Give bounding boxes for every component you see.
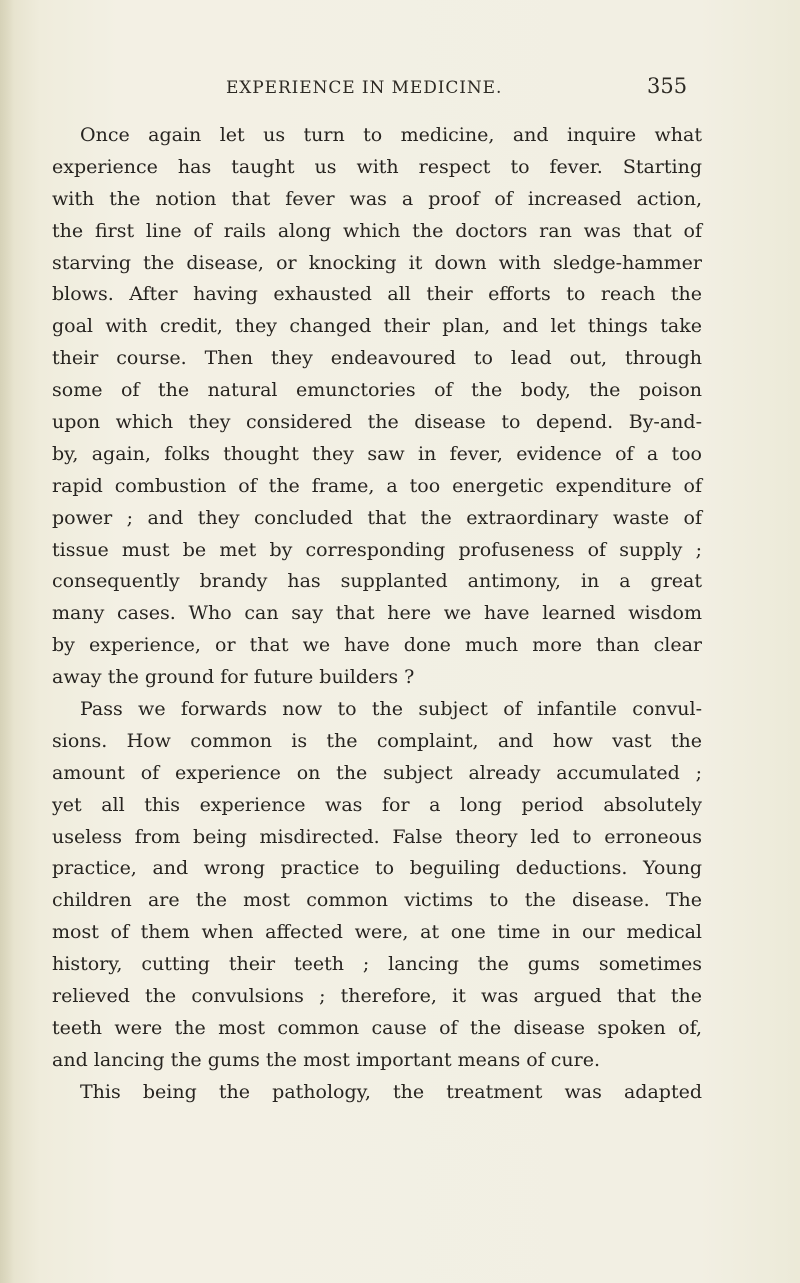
page-number: 355 xyxy=(647,74,688,98)
text-line: experience has taught us with respect to fever. Starting xyxy=(52,155,702,178)
text-line: Once again let us turn to medicine, and inquire what xyxy=(80,124,702,146)
body-text xyxy=(52,120,702,1109)
text-line: children are the most common victims to the disease. The xyxy=(52,889,702,912)
text-line: useless from being misdirected. False theory led to erroneous xyxy=(52,825,702,848)
text-line: power ; and they concluded that the extraordinary waste of xyxy=(52,506,702,529)
paragraph xyxy=(52,1077,702,1109)
text-line: and lancing the gums the most important means of cure. xyxy=(52,1048,600,1071)
text-line: with the notion that fever was a proof of increased action, xyxy=(52,187,702,210)
text-line: starving the disease, or knocking it down with sledge-hammer xyxy=(52,251,702,274)
text-line: by experience, or that we have done much more than clear xyxy=(52,634,702,657)
text-line: by, again, folks thought they saw in fever, evidence of a too xyxy=(52,442,702,465)
text-line: some of the natural emunctories of the body, the poison xyxy=(52,379,702,402)
text-line: the first line of rails along which the doctors ran was that of xyxy=(52,219,702,242)
paragraph xyxy=(52,694,702,1077)
text-line: consequently brandy has supplanted antimony, in a great xyxy=(52,570,702,593)
text-line: goal with credit, they changed their plan, and let things take xyxy=(52,315,702,338)
text-line: many cases. Who can say that here we have learned wisdom xyxy=(52,602,702,625)
text-line: This being the pathology, the treatment was adapted xyxy=(80,1080,702,1103)
text-line: upon which they considered the disease to depend. By-and- xyxy=(52,411,702,434)
text-line: blows. After having exhausted all their efforts to reach the xyxy=(52,283,702,306)
text-line: most of them when affected were, at one time in our medical xyxy=(52,921,702,944)
text-line: tissue must be met by corresponding profuseness of supply ; xyxy=(52,538,702,561)
running-title: EXPERIENCE IN MEDICINE. xyxy=(226,78,503,98)
text-line: relieved the convulsions ; therefore, it was argued that the xyxy=(52,985,702,1008)
paragraph xyxy=(52,120,702,694)
text-line: rapid combustion of the frame, a too energetic expenditure of xyxy=(52,474,702,497)
text-line: history, cutting their teeth ; lancing the gums sometimes xyxy=(52,953,702,976)
text-line: teeth were the most common cause of the disease spoken of, xyxy=(52,1016,702,1039)
running-head xyxy=(0,74,800,104)
gutter-shadow xyxy=(0,0,14,1283)
text-line: practice, and wrong practice to beguiling deductions. Young xyxy=(52,857,702,880)
text-line: sions. How common is the complaint, and how vast the xyxy=(52,729,702,752)
text-line: Pass we forwards now to the subject of infantile convul- xyxy=(80,698,702,721)
text-line: yet all this experience was for a long period absolutely xyxy=(52,793,702,816)
text-line: away the ground for future builders ? xyxy=(52,666,415,689)
text-line: their course. Then they endeavoured to lead out, through xyxy=(52,347,702,370)
text-line: amount of experience on the subject already accumulated ; xyxy=(52,761,702,784)
